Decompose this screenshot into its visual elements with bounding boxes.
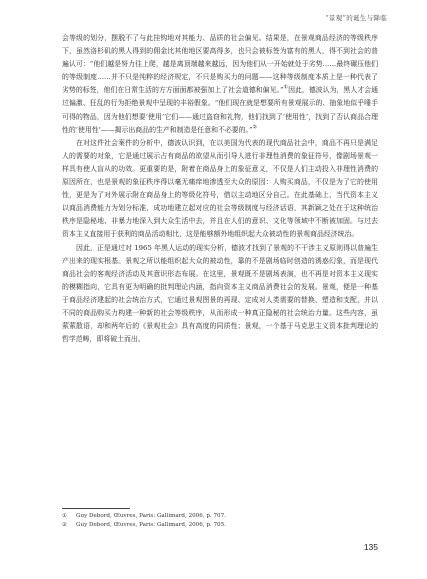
body-text — [62, 32, 378, 346]
paragraph-text: 会等级的划分，摆脱不了与此挂钩地对其能力、品质的社会偏见。结果是，在景观商品经济的等级秩序下，虽然洛杉矶的黑人得到的佣金比其他地区要高得多，也只会被标签为富有的黑人，得不到社会的普遍认可：“他们越是努力往上爬，越是离顶端越来越远，因为他们从一开始就处于劣势……最终碾压他们的等级制度……并不只是纯粹的经济规定，不只是购买力的问题——这种等级制度本质上是一种代表了劣势的标签，他们在日常生活的方方面面都被强加上了社会道德和偏见。” — [62, 34, 378, 95]
footnote-1 — [62, 512, 378, 521]
footnote-mark: ① — [62, 513, 68, 519]
footnote-mark: ② — [62, 522, 68, 528]
paragraph-text-continued: 因此，德波认为，黑人才会通过偏激、狂乱的行为拒绝景观中呈现的丰裕假象。“他们现在就是想要所有景观展示的、抽象地似乎唾手可得的物品，因为他们想要‘使用’它们——通过盗窃和礼物，他们找到了‘使用性’，找到了否认商品合理性的‘使用性’——揭示出商品的生产和制造是任意和不必要的。” — [62, 86, 378, 134]
paragraph-1 — [62, 32, 378, 137]
footnote-ref: ① — [283, 85, 289, 92]
page-number: 135 — [363, 542, 378, 552]
running-head: “景观”的诞生与降临 — [325, 14, 387, 22]
footnote-ref: ② — [252, 124, 257, 131]
footnote-text: Guy Debord, Œuvres, Paris: Gallimard, 2006, p. 707. — [76, 513, 226, 519]
paragraph-2 — [62, 137, 378, 242]
paragraph-3 — [62, 242, 378, 347]
footnote-text: Guy Debord, Œuvres, Paris: Gallimard, 2006, p. 705. — [76, 522, 226, 528]
paragraph-text: 在对这件社会案件的分析中，德波认识到，在以美国为代表的现代商品社会中，商品不再只是满足人的需要的对象，它是通过展示占有商品的欲望从而引导人进行非理性消费的象征符号，像剧场景观一样具有使人盲从的功效。更重要的是，附着在商品身上的象征意义，不仅是人们主动投入非理性消费的原因所在，也是景观的象征秩序得以毫无痛痒地渗透至大众的原因：人购买商品，不仅是为了它的使用性，更是为了对外展示附在商品身上的等级化符号，借以主动地区分自己。在此基础上，当代资本主义以商品消费能力为划分标准，成功地建立起对应的社会等级制度与经济话语，其新颖之处在于这种统治秩序是隐秘地、非暴力地深入到大众生活中去，并且在人们的意识、文化等领域中不断被加固。与过去资本主义直接用于获利的商品活动相比，这是能够额外地组织起大众被动性的景观商品经济统治。 — [62, 138, 378, 239]
footnote-divider — [62, 508, 130, 509]
footnotes — [62, 512, 378, 530]
footnote-2 — [62, 521, 378, 530]
paragraph-text: 因此，正是通过对 1965 年黑人运动的现实分析，德波才找到了景观的不干涉主义原则得以普遍生产出来的现实根基。景观之所以能组织起大众的被动性，靠的不是剧场临时创造的诱惑幻象，而是现代商品社会的客观经济活动及其意识形态布展。在这里，景观既不是剧场表演，也不再是对资本主义现实的模糊指向，它具有更为明确的批判理论内涵，指向资本主义商品消费社会的发展。景观，便是一种基于商品经济建起的社会统治方式，它通过景观图景的再现、定成对人类需要的替换、塑造和支配，并以不同的商品购买力构建一种新的社会等级秩序，从而形成一种真正隐秘的社会统治力量。这些内容，虽萦萦散语，却和两年后的《景观社会》具有高度的同质性；景观，一个基于马克思主义资本批判理论的哲学范畴，即将破土而出。 — [62, 243, 378, 344]
